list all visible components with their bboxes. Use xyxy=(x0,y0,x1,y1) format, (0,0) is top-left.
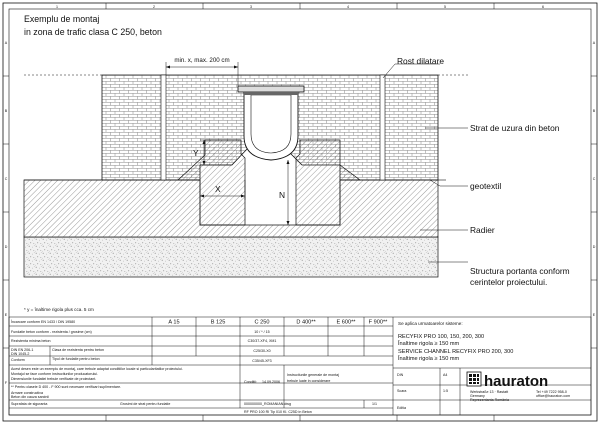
product-line-2: Înaltime rigola ≥ 150 mm xyxy=(398,341,460,347)
left-code-1: DIN EN 206-1 xyxy=(11,348,34,352)
label-radier: Radier xyxy=(470,225,495,235)
product-line-3: SERVICE CHANNEL RECYFIX PRO 200, 300 xyxy=(398,349,514,355)
brand-phone: Tel +49 7222 958-0 xyxy=(536,390,567,394)
row-marker: B xyxy=(4,109,8,113)
product-info xyxy=(397,321,513,410)
product-line-4: Înaltime rigola ≥ 150 mm xyxy=(398,356,460,362)
brand-block xyxy=(467,372,570,402)
instruction-1: Instructiunile generale de montaj xyxy=(287,373,339,377)
hauraton-logo-icon xyxy=(467,372,481,386)
sub-note-2: Tipul de fundatie pentru beton xyxy=(52,357,100,361)
label-strat-uzura: Strat de uzura din beton xyxy=(470,123,560,133)
label-structura-2: cerintelor proiectului. xyxy=(470,277,548,287)
din-label: DIN xyxy=(397,373,404,377)
left-code-3: Conform xyxy=(11,358,25,362)
class-c250: C 250 xyxy=(254,319,270,326)
remark-4: ** Pentru clasele D 400 - F 900 sunt necesare verificari suplimentare. xyxy=(11,385,122,389)
file-name: 000000000_ROMANIAN.dwg xyxy=(244,402,291,406)
table-row3-value: C30/37-XF4, XM1 xyxy=(247,339,277,343)
dimension-n xyxy=(279,160,290,225)
table-row4-value: C25/30-X0 xyxy=(253,349,271,353)
row-marker: E xyxy=(592,313,596,317)
base-layer xyxy=(24,237,438,277)
drawing-title-line1: Exemplu de montaj xyxy=(24,14,100,24)
date-value: 14.09.2006 xyxy=(262,380,280,384)
expansion-joint-left xyxy=(161,75,166,180)
dimension-n-label: N xyxy=(279,190,286,200)
edition-label: Editia xyxy=(397,406,406,410)
left-note-3: Suprafata de siguranta xyxy=(11,402,48,406)
brand-address-1: Werkstraße 13 · Rastatt xyxy=(470,390,509,394)
table-row1-label: Încarcare conform EN 1433 / DIN 19580 xyxy=(11,320,76,324)
brand-address-2: Germany xyxy=(470,394,485,398)
sub-note-3: Grosimi de strat pentru fundatie xyxy=(120,402,171,406)
date-label: Conditii: xyxy=(244,380,257,384)
class-f900: F 900** xyxy=(368,319,388,326)
brand-name: hauraton xyxy=(484,373,549,390)
sheet-number: 1/1 xyxy=(372,402,377,406)
remark-3: Dimensiunile fundatiei trebuie verificate de proiectant. xyxy=(11,377,97,381)
table-row2-label: Fundatie beton conform - rezistenta / grosime (cm) xyxy=(11,330,92,334)
left-note-1: Armare constructiva xyxy=(11,391,43,395)
expansion-joint-right xyxy=(380,75,385,180)
table-row5-value: C35/45-XF3 xyxy=(252,359,272,363)
brand-address-3: Reprezentanta România xyxy=(470,398,509,402)
table-row3-label: Rezistenta minima beton xyxy=(11,339,51,343)
remark-1: Acest desen este un exemplu de montaj, care trebuie adaptat conditiilor locale si particularitatilor proiectului. xyxy=(11,367,183,371)
product-header: Se aplica urmatoarelor sisteme: xyxy=(398,321,463,326)
row-marker: E xyxy=(4,313,8,317)
class-b125: B 125 xyxy=(210,319,226,326)
cross-section xyxy=(24,75,470,277)
row-marker: C xyxy=(592,177,596,181)
class-d400: D 400** xyxy=(296,319,316,326)
label-geotextil: geotextil xyxy=(470,181,502,191)
remark-2: Montajul se face conform instructiunilor producatorului. xyxy=(11,372,99,376)
footer-reference: RF PRO 100 RI Tip 010 KI. C25D in Beton xyxy=(244,410,312,414)
row-marker: D xyxy=(592,245,596,249)
class-a15: A 15 xyxy=(168,319,180,326)
brand-mail: office@hauraton.com xyxy=(536,394,571,398)
col-marker: 1 xyxy=(56,5,58,9)
scale-label: Scara xyxy=(397,389,407,393)
grating xyxy=(238,86,304,92)
footnote: * y = înaltime rigola plus cca. 5 cm xyxy=(24,307,94,312)
col-marker: 5 xyxy=(444,5,446,9)
scale-value: 1:5 xyxy=(443,389,448,393)
col-marker: 4 xyxy=(347,5,349,9)
class-e600: E 600** xyxy=(336,319,356,326)
label-rost-dilatare: Rost dilatare xyxy=(397,56,445,66)
row-marker: D xyxy=(4,245,8,249)
col-marker: 6 xyxy=(542,5,544,9)
instruction-2: trebuie luate in considerare xyxy=(287,379,331,383)
dimension-top-label: min. x, max. 200 cm xyxy=(174,57,230,64)
col-marker: 2 xyxy=(153,5,155,9)
drawing-title-line2: in zona de trafic clasa C 250, beton xyxy=(24,27,162,37)
left-code-2: DIN 1045-2 xyxy=(11,352,30,356)
row-marker: C xyxy=(4,177,8,181)
dimension-x-label: X xyxy=(215,184,221,194)
row-marker: A xyxy=(4,41,8,45)
col-marker: 3 xyxy=(250,5,252,9)
table-row2-value: 10 / * / 15 xyxy=(254,330,270,334)
row-marker: B xyxy=(592,109,596,113)
sub-note-1: Clasa de rezistenta pentru beton xyxy=(52,348,104,352)
label-structura-1: Structura portanta conform xyxy=(470,266,570,276)
product-line-1: RECYFIX PRO 100, 150, 200, 300 xyxy=(398,334,485,340)
row-marker: A xyxy=(592,41,596,45)
row-marker: F xyxy=(4,381,8,385)
left-note-2: Beton din cauza sarcinii xyxy=(11,395,49,399)
din-value: A4 xyxy=(443,373,448,377)
dimension-y-label: Y xyxy=(193,148,199,158)
